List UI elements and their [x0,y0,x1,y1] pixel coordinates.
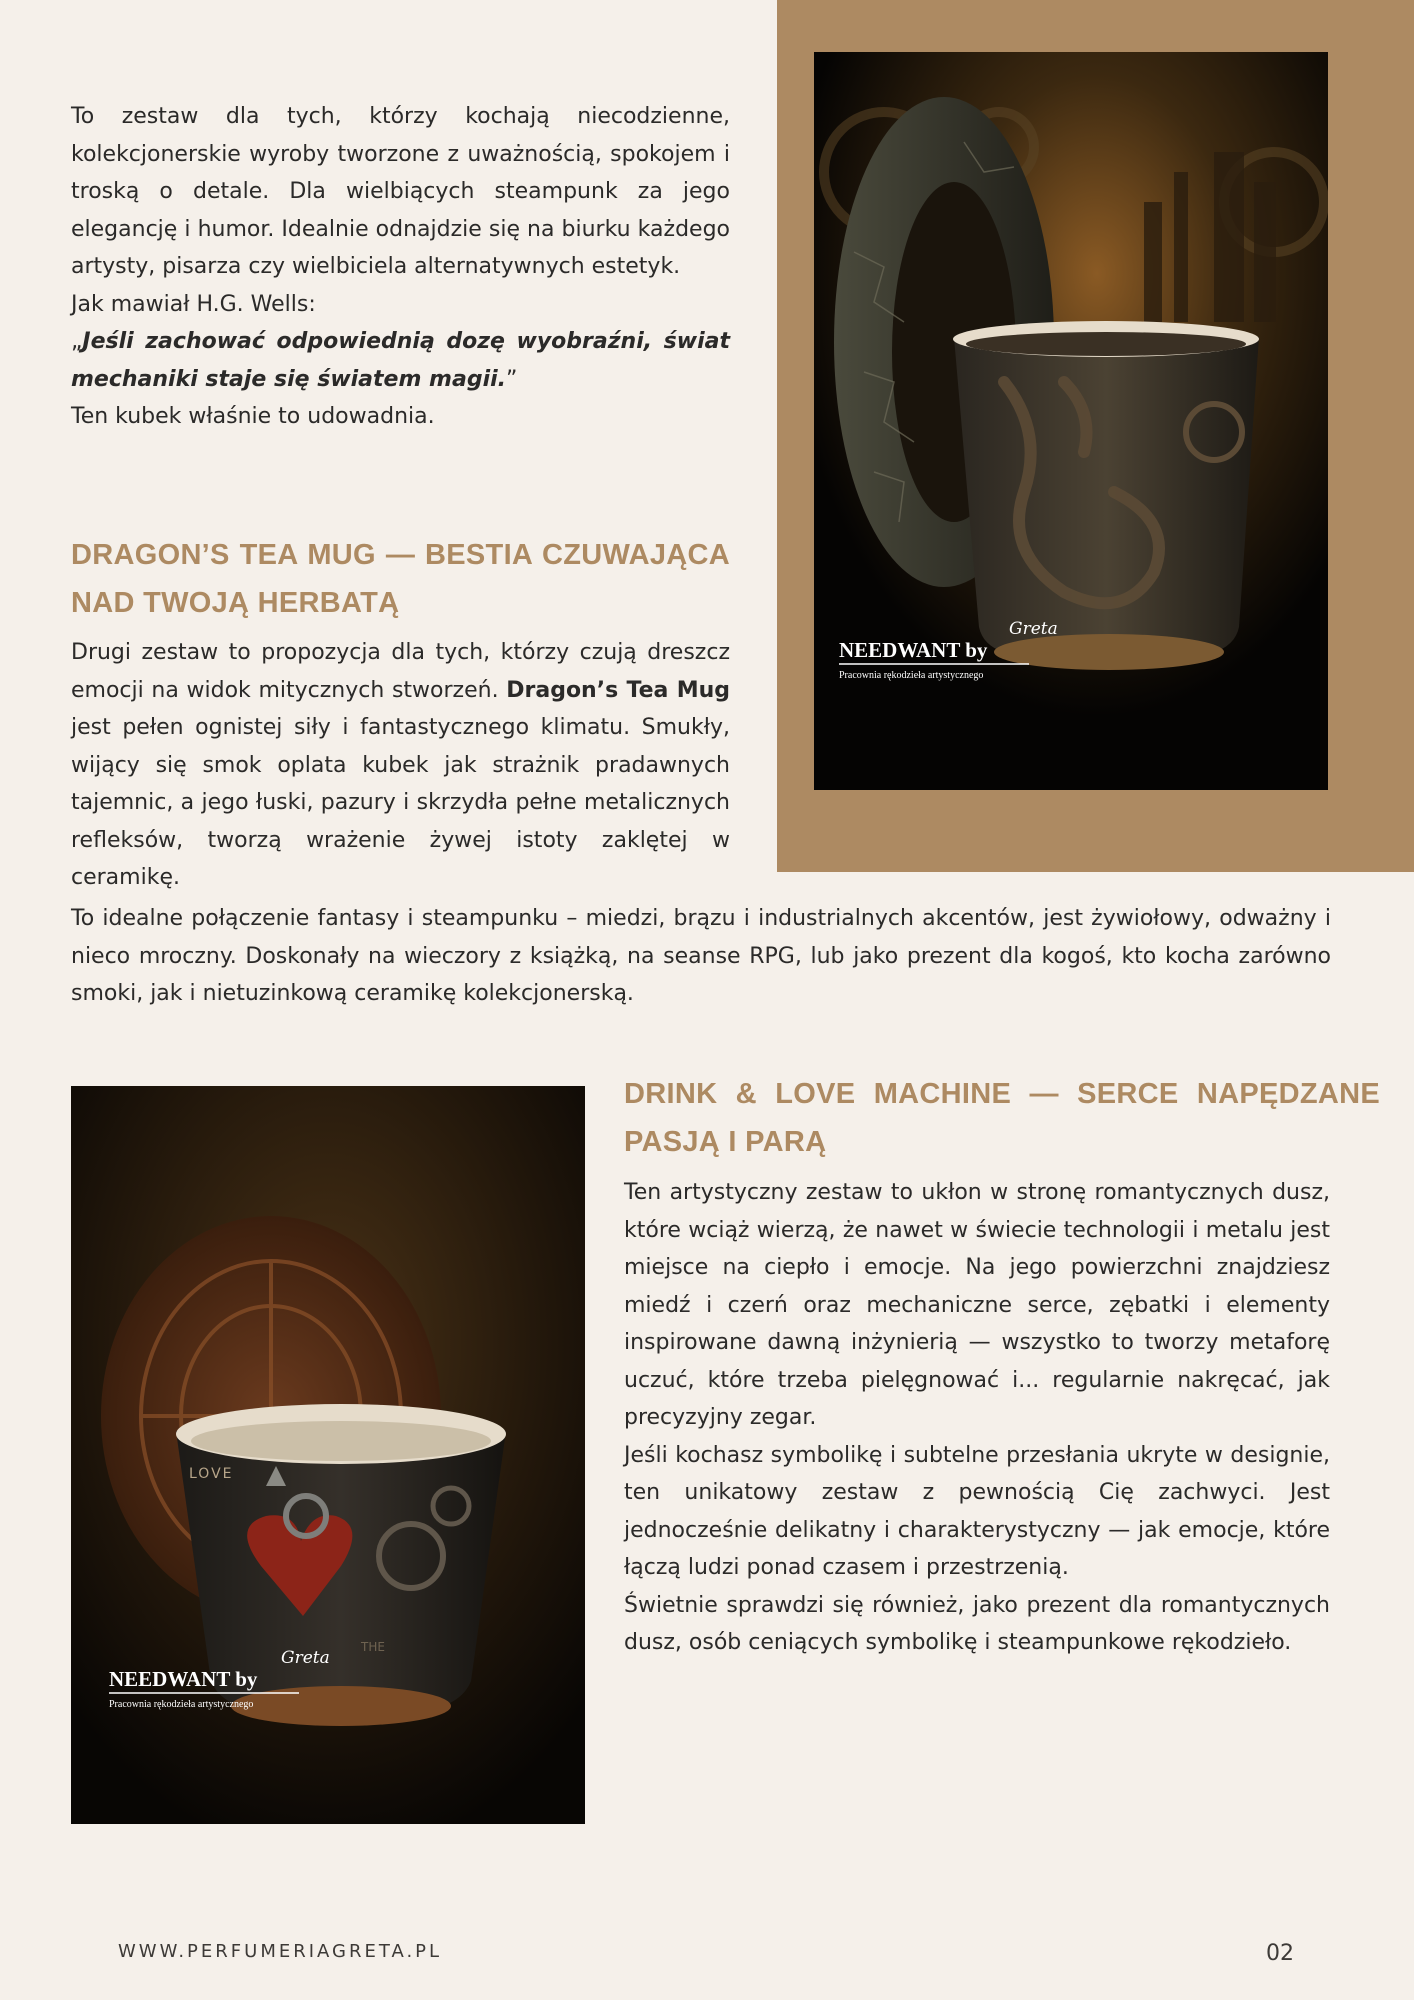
love-machine-description [624,1174,1330,1662]
dragon-text-c: To idealne połączenie fantasy i steampunku – miedzi, brązu i industrialnych akcentów, jest żywiołowy, odważny i nieco mroczny. Doskonały na wieczory z książką, na seanse RPG, lub jako prezent dla kogoś, kto kocha zarówno smoki, jak i nietuzinkową ceramikę kolekcjonerską. [71,906,1331,1006]
dragon-mug-photo [814,52,1328,790]
quote-open: „ [71,329,83,354]
intro-paragraph: To zestaw dla tych, którzy kochają niecodzienne, kolekcjonerskie wyroby tworzone z uważnością, spokojem i troską o detale. Dla wielbiących steampunk za jego elegancję i humor. Idealnie odnajdzie się na biurku każdego artysty, pisarza czy wielbiciela alternatywnych estetyk. [71,104,730,279]
love-paragraph-1: Ten artystyczny zestaw to ukłon w stronę romantycznych dusz, które wciąż wierzą, że nawet w świecie technologii i metalu jest miejsce na ciepło i emocje. Na jego powierzchni znajdziesz miedź i czerń oraz mechaniczne serce, zębatki i elementy inspirowane dawną inżynierią — wszystko to tworzy metaforę uczuć, które trzeba pielęgnować i... regularnie nakręcać, jak precyzyjny zegar. [624,1180,1330,1430]
quote-close: ” [506,366,518,392]
mug-the-text: THE [361,1640,385,1654]
intro-closing: Ten kubek właśnie to udowadnia. [71,404,435,429]
love-paragraph-2: Jeśli kochasz symbolikę i subtelne przesłania ukryte w designie, ten unikatowy zestaw z pewnością Cię zachwyci. Jest jednocześnie delikatny i charakterystyczny — jak emocje, które łączą ludzi ponad czasem i przestrzenią. [624,1442,1330,1580]
mug-love-text: LOVE [189,1466,234,1482]
dragon-text-a: Drugi zestaw to propozycja dla tych, którzy czują dreszcz emocji na widok mitycznych stworzeń. [71,640,730,703]
love-machine-illustration [71,1086,585,1824]
page-number: 02 [1266,1941,1294,1966]
dragon-heading: DRAGON’S TEA MUG — BESTIA CZUWAJĄCA NAD TWOJĄ HERBATĄ [71,539,730,619]
svg-text:NEEDWANT by: NEEDWANT by [839,638,988,662]
wells-quote: Jeśli zachować odpowiednią dozę wyobraźni, świat mechaniki staje się światem magii. [71,329,730,392]
svg-text:Pracownia rękodzieła artystycz: Pracownia rękodzieła artystycznego [109,1699,254,1710]
svg-text:Greta: Greta [281,1648,330,1668]
svg-text:Greta: Greta [1009,619,1058,639]
intro-text [71,98,730,436]
dragon-description [71,634,730,897]
love-paragraph-3: Świetnie sprawdzi się również, jako prezent dla romantycznych dusz, osób ceniących symbolikę i steampunkowe rękodzieło. [624,1592,1330,1655]
svg-text:NEEDWANT by: NEEDWANT by [109,1667,258,1691]
love-machine-heading: DRINK & LOVE MACHINE — SERCE NAPĘDZANE PASJĄ I PARĄ [624,1078,1380,1158]
dragon-text-b: jest pełen ognistej siły i fantastycznego klimatu. Smukły, wijący się smok oplata kubek jak strażnik pradawnych tajemnic, a jego łuski, pazury i skrzydła pełne metalicznych refleksów, tworzą wrażenie żywej istoty zaklętej w ceramikę. [71,715,730,890]
wells-attribution: Jak mawiał H.G. Wells: [71,291,316,317]
dragon-description-continued [71,900,1331,1013]
dragon-product-name: Dragon’s Tea Mug [506,677,730,703]
dragon-mug-illustration [814,52,1328,790]
svg-text:Pracownia rękodzieła artystycz: Pracownia rękodzieła artystycznego [839,670,984,681]
footer-website[interactable]: WWW.PERFUMERIAGRETA.PL [118,1941,443,1962]
love-machine-photo [71,1086,585,1824]
